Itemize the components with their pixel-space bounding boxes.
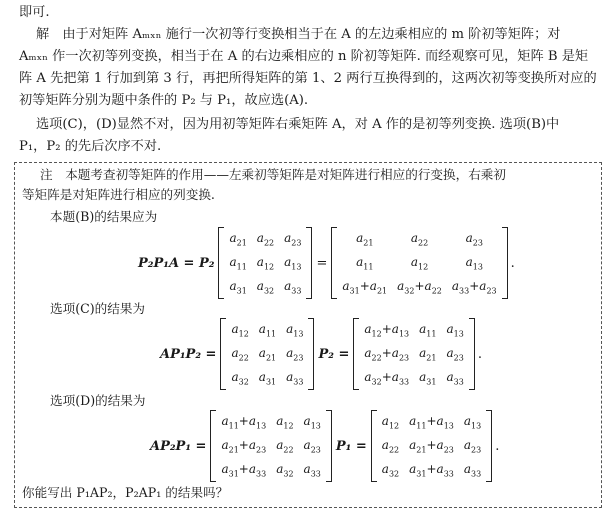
equation-b-lhs: P₂P₁A = P₂ xyxy=(138,255,215,271)
note-line-6: 你能写出 P₁AP₂，P₂AP₁ 的结果吗？ xyxy=(22,485,229,500)
equation-c: AP₁P₂ = $a_{12}$ $a_{11}$ $a_{13}$ $a_{22}$ $a_{21}$ $a_{23}$ $a_{32}$ $a_{31}$ $a_{33}$ P₂ = $a_{12}+a_{13}$ $a_{11}$ $a_{13}$ $a_{22}+a_{23}$ $a_{21}$ $a_{23}$ $a_{32}+a_{33}$ $a_{31}$ $a_{33}$ . xyxy=(160,318,482,390)
matrix-entry: $a_{23}$ xyxy=(303,437,321,455)
matrix-entry: $a_{12}$ xyxy=(410,254,429,272)
note-line-2: 等矩阵是对矩阵进行相应的列变换. xyxy=(22,187,215,202)
equation-d: AP₂P₁ = $a_{11}+a_{13}$ $a_{12}$ $a_{13}$ $a_{21}+a_{23}$ $a_{22}$ $a_{23}$ $a_{31}+a_{33}$ $a_{32}$ $a_{33}$ P₁ = $a_{12}$ $a_{11}+a_{13}$ $a_{13}$ $a_{22}$ $a_{21}+a_{23}$ $a_{23}$ $a_{32}$ $a_{31}+a_{33}$ $a_{33}$ . xyxy=(150,410,499,482)
matrix-entry: $a_{11}$ xyxy=(258,321,277,339)
matrix-entry: $a_{12}$ xyxy=(276,413,294,431)
matrix-entry: $a_{33}$ xyxy=(303,461,321,479)
matrix-entry: $a_{21}+a_{23}$ xyxy=(409,437,454,455)
equation-d-lhs: AP₂P₁ = xyxy=(150,438,207,454)
matrix-entry: $a_{33}$ xyxy=(463,461,482,479)
note-line-3: 本题(B)的结果应为 xyxy=(50,209,158,224)
matrix-entry: $a_{22}$ xyxy=(276,437,294,455)
matrix-entry: $a_{11}$ xyxy=(419,321,437,339)
matrix-entry: $a_{21}$ xyxy=(419,345,437,363)
matrix-entry: $a_{21}$ xyxy=(229,230,247,248)
matrix-b-2 xyxy=(331,227,507,299)
solution-line-5: 选项(C)，(D)显然不对，因为用初等矩阵右乘矩阵 A，对 A 作的是初等列变换. 选项(B)中 xyxy=(36,117,560,132)
note-line-4: 选项(C)的结果为 xyxy=(50,301,146,316)
matrix-entry: $a_{12}$ xyxy=(231,321,249,339)
equation-c-mid: P₂ = xyxy=(318,346,350,362)
matrix-entry: $a_{11}+a_{13}$ xyxy=(409,413,454,431)
matrix-entry: $a_{22}+a_{23}$ xyxy=(364,345,410,363)
matrix-d-1 xyxy=(210,410,331,482)
matrix-entry: $a_{13}$ xyxy=(446,321,464,339)
matrix-entry: $a_{23}$ xyxy=(284,230,302,248)
text-line-1: 即可. xyxy=(19,5,50,20)
matrix-entry: $a_{23}$ xyxy=(446,345,464,363)
matrix-entry: $a_{13}$ xyxy=(303,413,321,431)
matrix-entry: $a_{22}$ xyxy=(231,345,249,363)
matrix-entry: $a_{33}$ xyxy=(446,369,464,387)
equation-b: P₂P₁A = P₂ $a_{21}$ $a_{22}$ $a_{23}$ $a_{11}$ $a_{12}$ $a_{13}$ $a_{31}$ $a_{32}$ $a_{33}$ = $a_{21}$ $a_{22}$ $a_{23}$ $a_{11}$ $a_{12}$ $a_{13}$ $a_{31}+a_{21}$ $a_{32}+a_{22}$ $a_{33}+a_{23}$ . xyxy=(138,227,515,299)
matrix-entry: $a_{32}$ xyxy=(256,278,275,296)
matrix-entry: $a_{31}+a_{21}$ xyxy=(342,278,388,296)
matrix-entry: $a_{31}$ xyxy=(229,278,247,296)
equation-d-mid: P₁ = xyxy=(335,438,367,454)
matrix-entry: $a_{22}$ xyxy=(256,230,275,248)
matrix-entry: $a_{22}$ xyxy=(381,437,400,455)
matrix-c-1 xyxy=(220,318,314,390)
matrix-entry: $a_{33}$ xyxy=(284,278,302,296)
matrix-entry: $a_{13}$ xyxy=(284,254,302,272)
matrix-entry: $a_{13}$ xyxy=(286,321,304,339)
equation-c-lhs: AP₁P₂ = xyxy=(160,346,217,362)
matrix-entry: $a_{32}$ xyxy=(276,461,294,479)
matrix-entry: $a_{22}$ xyxy=(410,230,429,248)
matrix-entry: $a_{23}$ xyxy=(463,437,482,455)
matrix-b-1 xyxy=(218,227,312,299)
matrix-entry: $a_{11}+a_{13}$ xyxy=(221,413,267,431)
matrix-entry: $a_{21}+a_{23}$ xyxy=(221,437,267,455)
matrix-entry: $a_{12}$ xyxy=(381,413,400,431)
matrix-entry: $a_{32}+a_{22}$ xyxy=(397,278,442,296)
matrix-entry: $a_{31}+a_{33}$ xyxy=(221,461,267,479)
solution-line-4: 初等矩阵分别为题中条件的 P₂ 与 P₁，故应选(A). xyxy=(19,93,309,108)
matrix-entry: $a_{12}+a_{13}$ xyxy=(364,321,410,339)
matrix-entry: $a_{21}$ xyxy=(258,345,277,363)
matrix-entry: $a_{31}$ xyxy=(258,369,277,387)
matrix-c-2 xyxy=(353,318,474,390)
note-line-1: 注 本题考查初等矩阵的作用——左乘初等矩阵是对矩阵进行相应的行变换，右乘初 xyxy=(40,167,506,182)
matrix-d-2 xyxy=(371,410,492,482)
note-line-5: 选项(D)的结果为 xyxy=(50,393,146,408)
matrix-entry: $a_{32}+a_{33}$ xyxy=(364,369,410,387)
matrix-entry: $a_{21}$ xyxy=(356,230,374,248)
solution-line-1: 解 由于对矩阵 Aₘₓₙ 施行一次初等行变换相当于在 A 的左边乘相应的 m 阶初等矩阵；对 xyxy=(36,27,561,42)
solution-line-3: 阵 A 先把第 1 行加到第 3 行，再把所得矩阵的第 1、2 两行互换得到的，这两次初等变换所对应的 xyxy=(19,71,597,86)
matrix-entry: $a_{31}+a_{33}$ xyxy=(409,461,454,479)
matrix-entry: $a_{32}$ xyxy=(231,369,249,387)
matrix-entry: $a_{23}$ xyxy=(286,345,304,363)
matrix-entry: $a_{12}$ xyxy=(256,254,275,272)
matrix-entry: $a_{13}$ xyxy=(465,254,483,272)
solution-line-6: P₁，P₂ 的先后次序不对. xyxy=(19,139,162,154)
matrix-entry: $a_{13}$ xyxy=(463,413,482,431)
matrix-entry: $a_{11}$ xyxy=(356,254,374,272)
matrix-entry: $a_{33}+a_{23}$ xyxy=(451,278,497,296)
matrix-entry: $a_{31}$ xyxy=(419,369,437,387)
matrix-entry: $a_{33}$ xyxy=(286,369,304,387)
solution-line-2: Aₘₓₙ 作一次初等列变换，相当于在 A 的右边乘相应的 n 阶初等矩阵. 而经观察可见，矩阵 B 是矩 xyxy=(19,49,589,64)
matrix-entry: $a_{32}$ xyxy=(381,461,400,479)
matrix-entry: $a_{23}$ xyxy=(465,230,483,248)
matrix-entry: $a_{11}$ xyxy=(229,254,247,272)
